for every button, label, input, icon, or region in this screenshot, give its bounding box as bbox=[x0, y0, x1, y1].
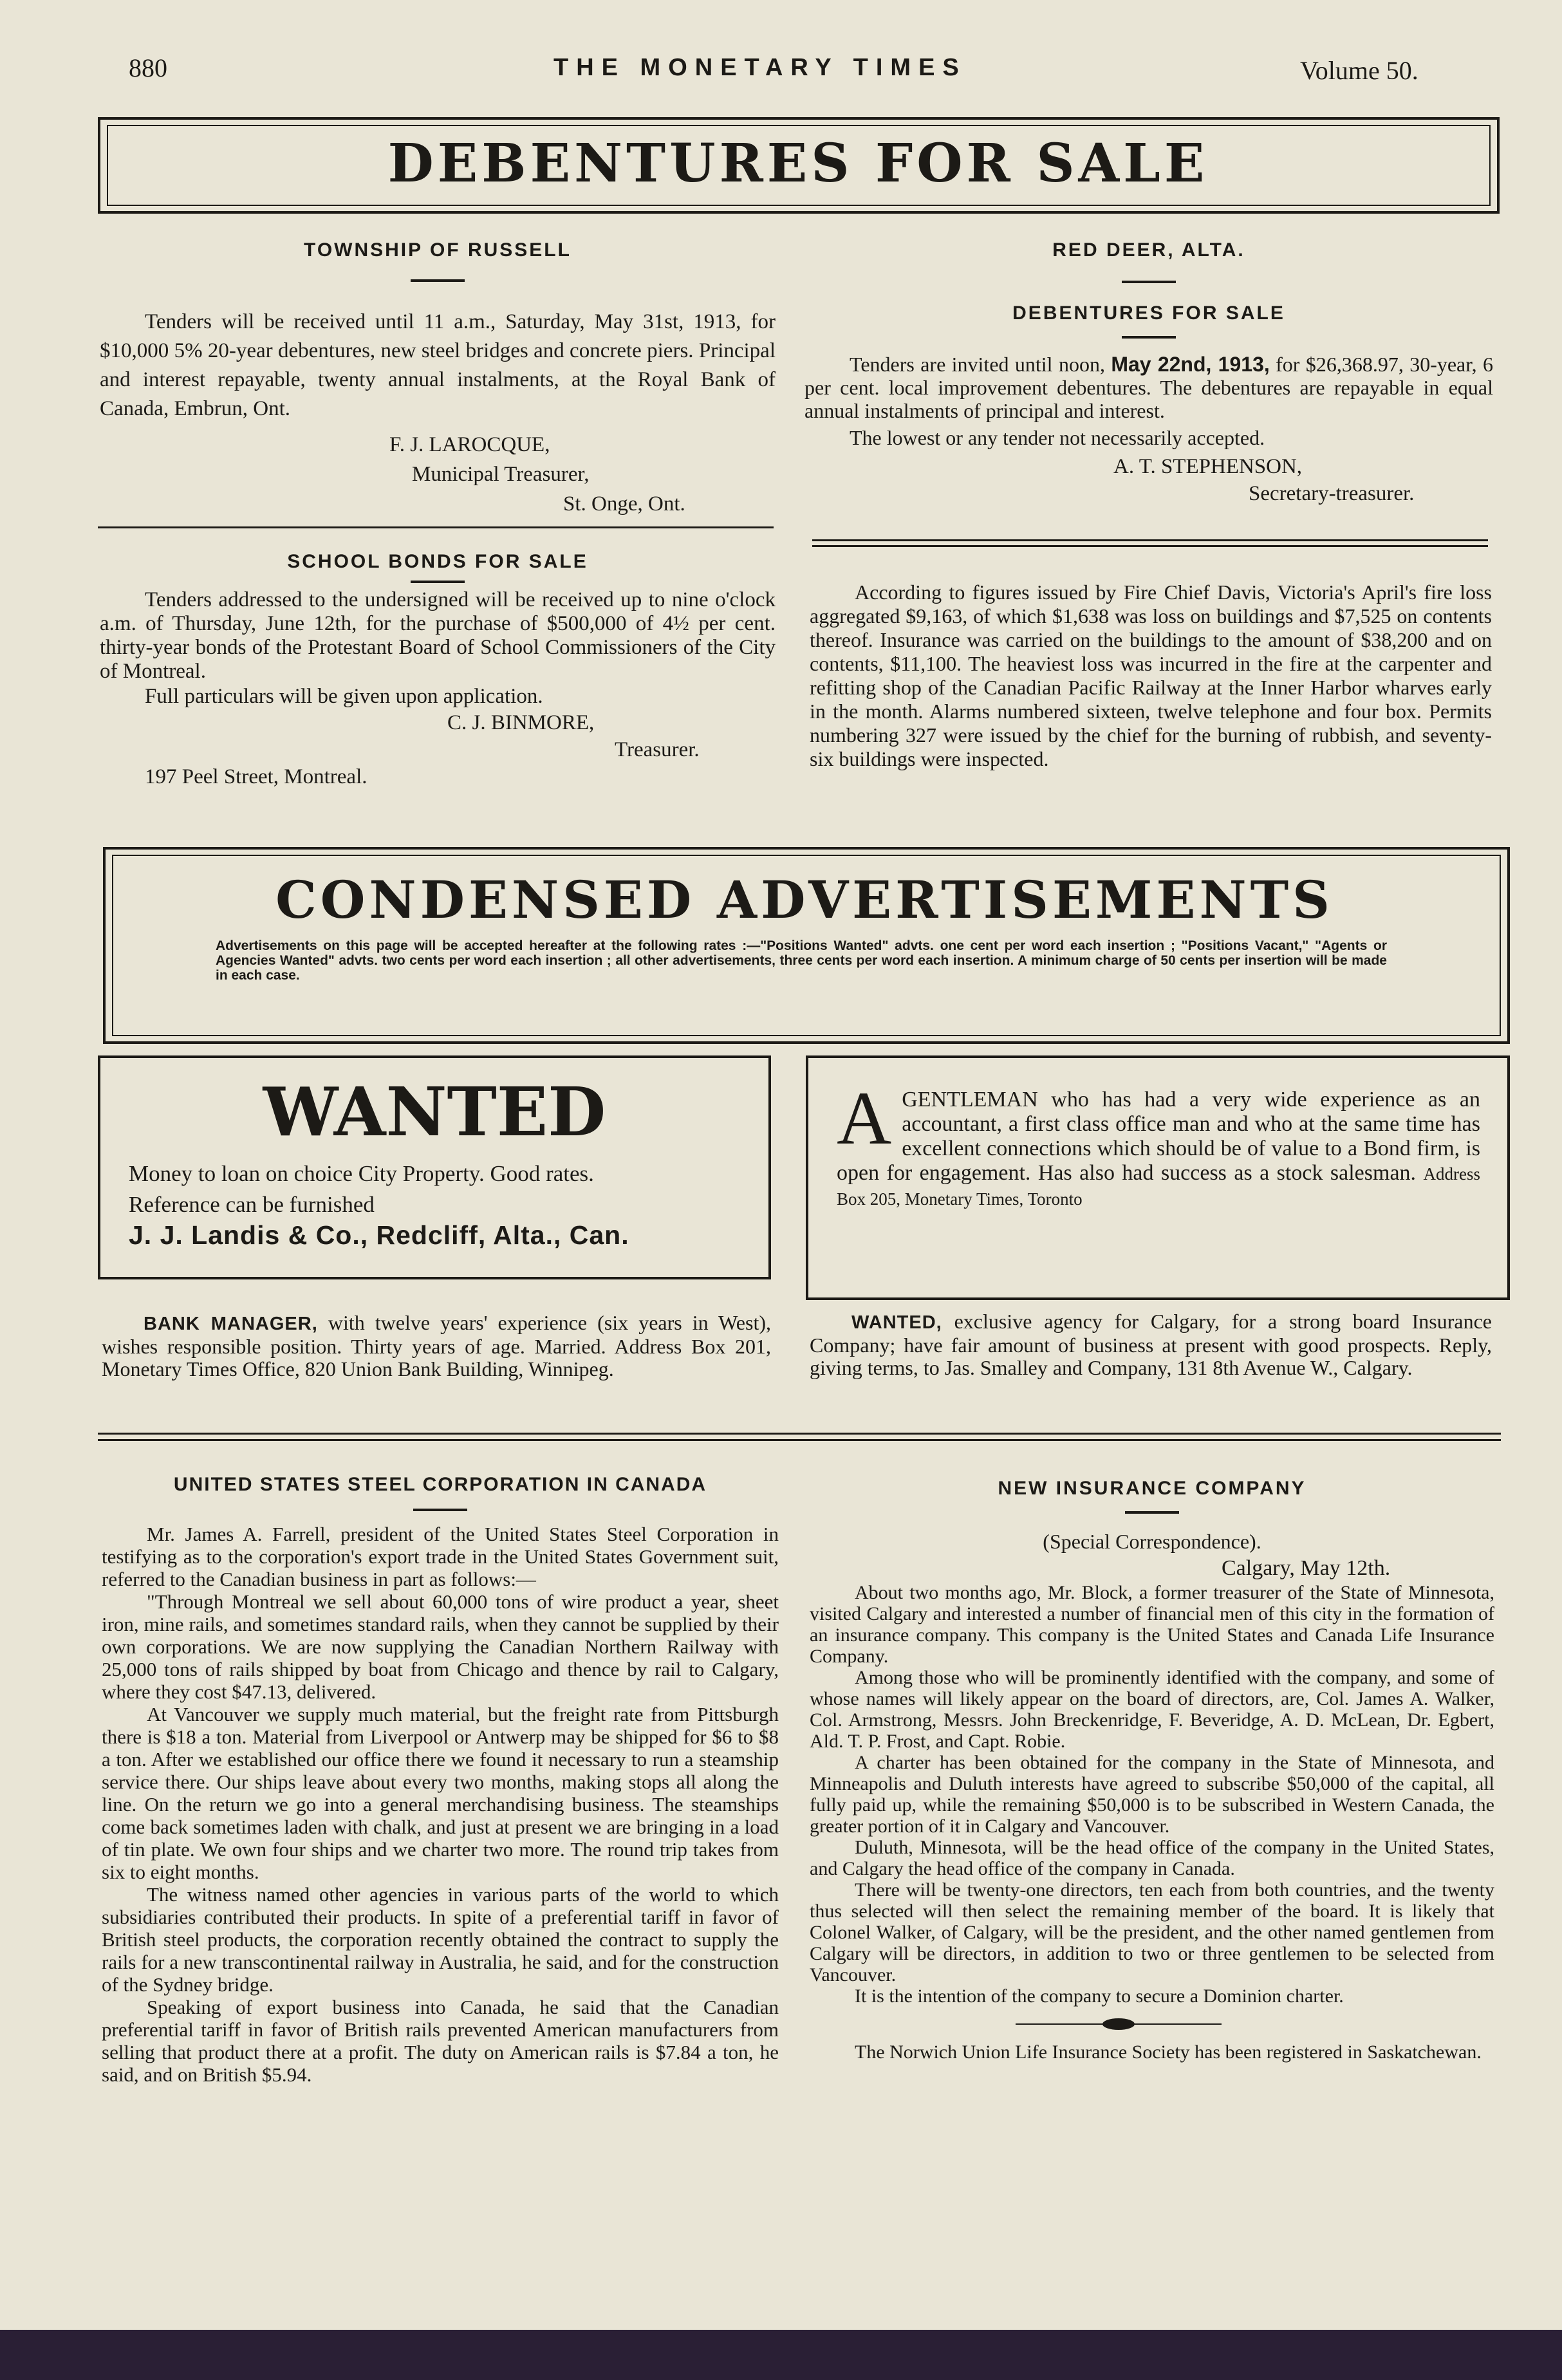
bank-manager-ad-text bbox=[102, 1312, 771, 1381]
bank-manager-ad bbox=[102, 1312, 771, 1381]
calgary-agency-ad-text bbox=[810, 1310, 1492, 1379]
bank-manager-ad-lead: BANK MANAGER, bbox=[144, 1314, 318, 1334]
wanted-ad-line-2: Reference can be furnished bbox=[129, 1192, 375, 1217]
school-bonds-body-2: Full particulars will be given upon application. bbox=[145, 685, 543, 708]
red-deer-title: RED DEER, ALTA. bbox=[1052, 239, 1245, 261]
russell-signature-title: Municipal Treasurer, bbox=[412, 463, 590, 486]
short-rule bbox=[411, 581, 465, 583]
steel-article-title: UNITED STATES STEEL CORPORATION IN CANADA bbox=[173, 1474, 707, 1495]
short-rule bbox=[411, 279, 465, 282]
insurance-paragraph: It is the intention of the company to secure a Dominion charter. bbox=[855, 1985, 1344, 2007]
divider-rule bbox=[98, 1439, 1501, 1441]
calgary-agency-ad bbox=[810, 1310, 1492, 1379]
divider-rule bbox=[812, 539, 1488, 541]
russell-title: TOWNSHIP OF RUSSELL bbox=[304, 239, 572, 261]
insurance-paragraph: Among those who will be prominently identified with the company, and some of whose names will likely appear on the board of directors, are, Col. James A. Walker, Col. Armstrong, Messrs. John Breckenridge, F. Beveridge, A. D. McLean, Dr. Egbert, Ald. T. P. Frost, and Capt. Robie. bbox=[810, 1667, 1494, 1752]
red-deer-body-date: May 22nd, 1913, bbox=[1111, 353, 1270, 376]
insurance-byline: (Special Correspondence). bbox=[1043, 1530, 1261, 1553]
steel-paragraph: At Vancouver we supply much material, but the freight rate from Pittsburgh there is $18 a ton. Material from Liverpool or Antwerp may be shipped for $6 to $8 a ton. After we established our office there we found it necessary to run a steamship service there. Our ships leave about every two months, making stops all along the line. On the return we go into a general merchandising business. The steamships come back sometimes laden with chalk, and just at present we are bringing in a load of tin plate. We own four ships and we charter two more. The round trip takes from six to eight months. bbox=[102, 1703, 779, 1883]
red-deer-body bbox=[804, 353, 1493, 422]
steel-article bbox=[102, 1474, 779, 2086]
wanted-ad-heading: WANTED bbox=[263, 1072, 606, 1151]
insurance-paragraph: There will be twenty-one directors, ten each from both countries, and the twenty thus selected will then select the remaining member of the board. It is likely that Colonel Walker, of Calgary, will be the president, and the other named gentlemen from Calgary will be directors, in addition to two or three gentlemen to be selected from Vancouver. bbox=[810, 1879, 1494, 1985]
debentures-banner-title: DEBENTURES FOR SALE bbox=[387, 133, 1209, 194]
short-rule bbox=[413, 1509, 467, 1511]
volume-label: Volume 50. bbox=[1300, 56, 1418, 85]
school-bonds-signature-title: Treasurer. bbox=[615, 738, 700, 761]
russell-signature-place: St. Onge, Ont. bbox=[563, 492, 685, 516]
school-bonds-address: 197 Peel Street, Montreal. bbox=[145, 765, 367, 788]
red-deer-body-lead: Tenders are invited until noon, bbox=[850, 353, 1105, 376]
red-deer-notice bbox=[804, 239, 1493, 507]
condensed-ads-rates: Advertisements on this page will be accepted hereafter at the following rates :—"Positions Wanted" advts. one cent per word each insertion ; "Positions Vacant," "Agents or Agencies Wanted" advts. two cents per word each insertion ; all other advertisements, three cents per word each insertion. A minimum charge of 50 cents per insertion will be made in each case. bbox=[216, 938, 1387, 983]
russell-notice bbox=[100, 239, 776, 519]
fire-report-body: According to figures issued by Fire Chief Davis, Victoria's April's fire loss aggregated $9,163, of which $1,638 was loss on buildings and $7,525 on contents thereof. Insurance was carried on the buildings to the amount of $38,200 and on contents, $11,100. The heaviest loss was incurred in the fire at the carpenter and refitting shop of the Canadian Pacific Railway at the Inner Harbor wharves early in the month. Alarms numbered sixteen, twelve telephone and four box. Permits numbering 327 were issued by the chief for the burning of rubbish, and seventy-six buildings were inspected. bbox=[810, 581, 1492, 770]
journal-title: THE MONETARY TIMES bbox=[553, 54, 967, 81]
short-rule bbox=[1125, 1511, 1179, 1514]
norwich-notice: The Norwich Union Life Insurance Society has been registered in Saskatchewan. bbox=[855, 2041, 1482, 2063]
school-bonds-notice bbox=[100, 551, 776, 790]
calgary-agency-ad-body: exclusive agency for Calgary, for a strong board Insurance Company; have fair amount of business at present with good prospects. Reply, giving terms, to Jas. Smalley and Company, 131 8th Avenue W., Calgary. bbox=[810, 1310, 1492, 1379]
divider-rule bbox=[812, 545, 1488, 547]
gentleman-ad-address: Address Box 205, Monetary Times, Toronto bbox=[837, 1164, 1480, 1209]
gentleman-ad bbox=[837, 1076, 1480, 1211]
fire-report bbox=[810, 581, 1492, 771]
insurance-paragraph: A charter has been obtained for the company in the State of Minnesota, and Minneapolis and Duluth interests have agreed to subscribe $50,000 of the capital, all fully paid up, while the remaining $50,000 is to be subscribed in Western Canada, the greater portion of it in Calgary and Vancouver. bbox=[810, 1752, 1494, 1837]
gentleman-ad-dropcap: A bbox=[837, 1076, 892, 1160]
page-number: 880 bbox=[129, 53, 167, 82]
bank-manager-ad-body: with twelve years' experience (six years in West), wishes responsible position. Thirty years of age. Married. Address Box 201, Monetary Times Office, 820 Union Bank Building, Winnipeg. bbox=[102, 1311, 772, 1381]
insurance-article-title: NEW INSURANCE COMPANY bbox=[998, 1478, 1306, 1499]
short-rule bbox=[1122, 281, 1176, 283]
ornament-divider bbox=[810, 2009, 1494, 2039]
wanted-ad-firm: J. J. Landis & Co., Redcliff, Alta., Can. bbox=[129, 1220, 629, 1250]
red-deer-body-2: The lowest or any tender not necessarily accepted. bbox=[850, 426, 1265, 449]
red-deer-subtitle: DEBENTURES FOR SALE bbox=[1012, 302, 1285, 324]
steel-paragraph: Speaking of export business into Canada, he said that the Canadian preferential tariff in favor of British rails prevented American manufacturers from selling that product there at a profit. The duty on American rails is $7.84 a ton, he said, and on British $5.94. bbox=[102, 1996, 779, 2086]
page-bottom-edge bbox=[0, 2330, 1562, 2380]
school-bonds-body: Tenders addressed to the undersigned will be received up to nine o'clock a.m. of Thursday, June 12th, for the purchase of $500,000 of 4½ per cent. thirty-year bonds of the Protestant Board of School Commissioners of the City of Montreal. bbox=[100, 588, 776, 683]
insurance-paragraph: About two months ago, Mr. Block, a former treasurer of the State of Minnesota, visited Calgary and interested a number of financial men of this city in the formation of an insurance company. This company is the United States and Canada Life Insurance Company. bbox=[810, 1582, 1494, 1667]
steel-paragraph: "Through Montreal we sell about 60,000 tons of wire product a year, sheet iron, mine rails, and sometimes standard rails, when they cannot be supplied by their own corporations. We are now supplying the Canadian Northern Railway with 25,000 tons of rails shipped by boat from Chicago and thence by rail to Calgary, where they cost $47.13, delivered. bbox=[102, 1590, 779, 1703]
steel-paragraph: The witness named other agencies in various parts of the world to which subsidiaries contributed their products. In spite of a preferential tariff in favor of British steel products, the corporation recently obtained the contract to supply the rails for a new transcontinental railway in Australia, he said, and for the construction of the Sydney bridge. bbox=[102, 1883, 779, 1996]
gentleman-ad-body: GENTLEMAN who has had a very wide experience as an accountant, a first class office man and who at the same time has excellent connections which should be of value to a Bond firm, is open for engagement. Has also had success as a stock salesman. bbox=[837, 1088, 1480, 1185]
insurance-paragraph: Duluth, Minnesota, will be the head office of the company in the United States, and Calgary the head office of the company in Canada. bbox=[810, 1837, 1494, 1879]
short-rule bbox=[1122, 336, 1176, 339]
red-deer-body-rest: for $26,368.97, 30-year, 6 per cent. local improvement debentures. The debentures are repayable in equal annual instalments of principal and interest. bbox=[804, 353, 1493, 422]
russell-body: Tenders will be received until 11 a.m., Saturday, May 31st, 1913, for $10,000 5% 20-year debentures, new steel bridges and concrete piers. Principal and interest repayable, twenty annual instalments, at the Royal Bank of Canada, Embrun, Ont. bbox=[100, 310, 776, 420]
divider-rule bbox=[98, 1433, 1501, 1435]
insurance-article bbox=[810, 1478, 1494, 2063]
school-bonds-signature-name: C. J. BINMORE, bbox=[447, 711, 595, 734]
divider-rule bbox=[98, 526, 774, 528]
wanted-ad-line-1: Money to loan on choice City Property. Good rates. bbox=[129, 1161, 594, 1186]
russell-signature-name: F. J. LAROCQUE, bbox=[389, 433, 550, 456]
red-deer-signature-title: Secretary-treasurer. bbox=[1249, 482, 1415, 505]
calgary-agency-ad-lead: WANTED, bbox=[851, 1312, 942, 1333]
school-bonds-title: SCHOOL BONDS FOR SALE bbox=[287, 551, 588, 572]
steel-paragraph: Mr. James A. Farrell, president of the United States Steel Corporation in testifying as to the corporation's export trade in the United States Government suit, referred to the Canadian business in part as follows:— bbox=[102, 1523, 779, 1590]
condensed-ads-title: CONDENSED ADVERTISEMENTS bbox=[275, 869, 1334, 930]
insurance-dateline: Calgary, May 12th. bbox=[1222, 1556, 1391, 1580]
red-deer-signature-name: A. T. STEPHENSON, bbox=[1113, 455, 1303, 478]
